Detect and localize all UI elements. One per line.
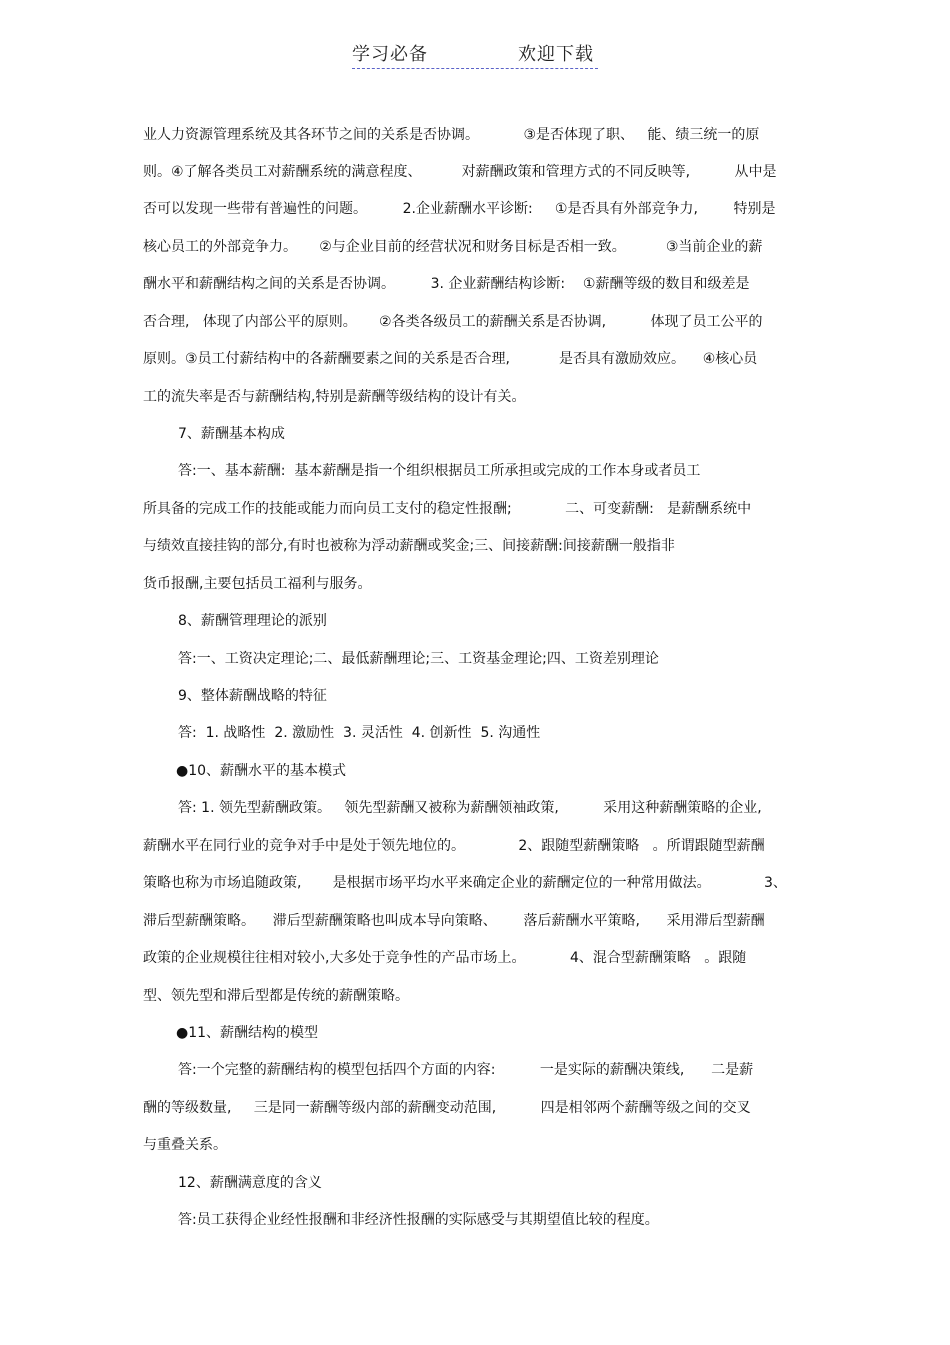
answer-line: 答: 1. 战略性 2. 激励性 3. 灵活性 4. 创新性 5. 沟通性: [178, 725, 541, 741]
answer-line: 答:员工获得企业经性报酬和非经济性报酬的实际感受与其期望值比较的程度。: [178, 1212, 659, 1228]
body-line: 则。④了解各类员工对薪酬系统的满意程度、 对薪酬政策和管理方式的不同反映等, 从中是: [143, 164, 777, 180]
body-line: 工的流失率是否与薪酬结构,特别是薪酬等级结构的设计有关。: [143, 389, 526, 405]
body-line: 与绩效直接挂钩的部分,有时也被称为浮动薪酬或奖金;三、间接薪酬:间接薪酬一般指非: [143, 538, 675, 554]
body-line: 策略也称为市场追随政策, 是根据市场平均水平来确定企业的薪酬定位的一种常用做法。 3、: [143, 875, 787, 891]
answer-line: 答:一、基本薪酬: 基本薪酬是指一个组织根据员工所承担或完成的工作本身或者员工: [178, 463, 701, 479]
body-line: 酬的等级数量, 三是同一薪酬等级内部的薪酬变动范围, 四是相邻两个薪酬等级之间的交叉: [143, 1100, 751, 1116]
body-line: 与重叠关系。: [143, 1137, 227, 1153]
section-heading: 7、薪酬基本构成: [178, 426, 285, 442]
body-line: 否合理, 体现了内部公平的原则。 ②各类各级员工的薪酬关系是否协调, 体现了员工公平的: [143, 314, 763, 330]
answer-line: 答:一个完整的薪酬结构的模型包括四个方面的内容: 一是实际的薪酬决策线, 二是薪: [178, 1062, 754, 1078]
body-line: 所具备的完成工作的技能或能力而向员工支付的稳定性报酬; 二、可变薪酬: 是薪酬系统中: [143, 501, 752, 517]
body-line: 型、领先型和滞后型都是传统的薪酬策略。: [143, 988, 409, 1004]
section-heading: 8、薪酬管理理论的派别: [178, 613, 327, 629]
section-heading: 9、整体薪酬战略的特征: [178, 688, 327, 704]
body-line: 否可以发现一些带有普遍性的问题。 2.企业薪酬水平诊断: ①是否具有外部竞争力, 特别是: [143, 201, 776, 217]
page-header: [352, 40, 598, 69]
body-line: 酬水平和薪酬结构之间的关系是否协调。 3. 企业薪酬结构诊断: ①薪酬等级的数目和级差是: [143, 276, 750, 292]
body-line: 滞后型薪酬策略。 滞后型薪酬策略也叫成本导向策略、 落后薪酬水平策略, 采用滞后型薪酬: [143, 913, 765, 929]
body-line: 业人力资源管理系统及其各环节之间的关系是否协调。 ③是否体现了职、 能、绩三统一的原: [143, 127, 760, 143]
body-line: 核心员工的外部竞争力。 ②与企业目前的经营状况和财务目标是否相一致。 ③当前企业的薪: [143, 239, 763, 255]
section-heading: ●11、薪酬结构的模型: [176, 1025, 319, 1041]
answer-line: 答: 1. 领先型薪酬政策。 领先型薪酬又被称为薪酬领袖政策, 采用这种薪酬策略的企业,: [178, 800, 762, 816]
body-line: 原则。③员工付薪结构中的各薪酬要素之间的关系是否合理, 是否具有激励效应。 ④核心员: [143, 351, 758, 367]
answer-line: 答:一、工资决定理论;二、最低薪酬理论;三、工资基金理论;四、工资差别理论: [178, 651, 659, 667]
section-heading: ●10、薪酬水平的基本模式: [176, 763, 347, 779]
section-heading: 12、薪酬满意度的含义: [178, 1175, 322, 1191]
body-line: 政策的企业规模往往相对较小,大多处于竞争性的产品市场上。 4、混合型薪酬策略 。跟随: [143, 950, 747, 966]
header-left-text: 学习必备: [352, 44, 428, 65]
body-line: 货币报酬,主要包括员工福利与服务。: [143, 576, 372, 592]
header-right-text: 欢迎下载: [518, 44, 594, 65]
body-line: 薪酬水平在同行业的竞争对手中是处于领先地位的。 2、跟随型薪酬策略 。所谓跟随型薪酬: [143, 838, 765, 854]
